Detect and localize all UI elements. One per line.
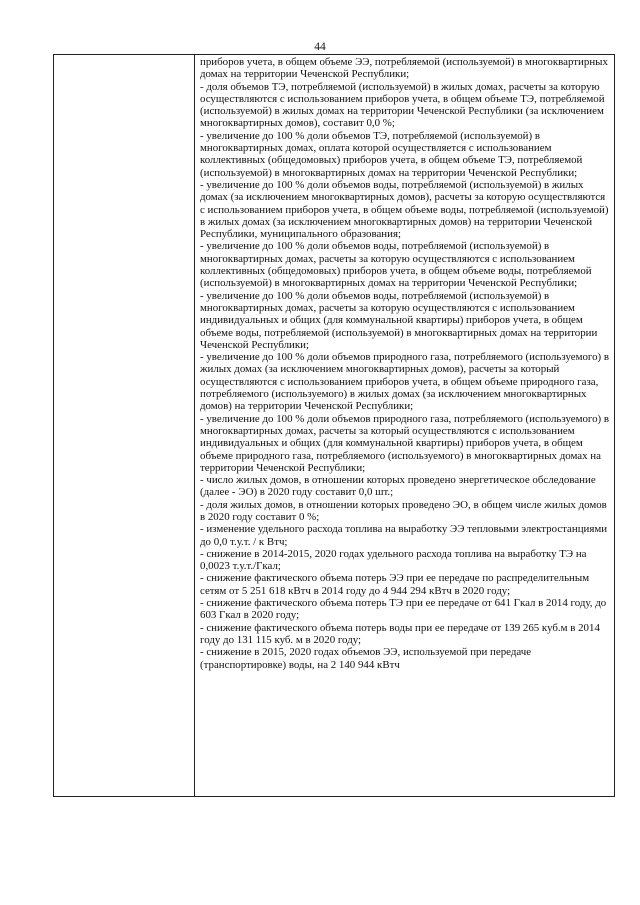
paragraph: - увеличение до 100 % доли объемов природного газа, потребляемого (используемого) в многоквартирных домах, расчеты за который осуществляются с использованием индивидуальных и общих (для коммунальной квартиры) приборов учета, в общем объеме природного газа, потребляемого (используемого) в многоквартирных домах на территории Чеченской Республики; [200,412,610,474]
paragraph: - увеличение до 100 % доли объемов воды, потребляемой (используемой) в жилых домах (за исключением многоквартирных домов), расчеты за которую осуществляются с использованием приборов учета, в общем объеме воды, потребляемой (используемой) в жилых домах (за исключением многоквартирных домов) на территории Чеченской Республики, муниципального образования; [200,178,609,241]
paragraph: - число жилых домов, в отношении которых проведено энергетическое обследование (далее - ЭО) в 2020 году составит 0,0 шт.; [200,474,596,499]
paragraph: - увеличение до 100 % доли объемов природного газа, потребляемого (используемого) в жилых домах (за исключением многоквартирных домов), расчеты за который осуществляются с использованием приборов учета, в общем объеме природного газа, потребляемого (используемого) в жилых домах (за исключением многоквартирных домов) на территории Чеченской Республики; [200,351,610,413]
paragraph: - доля объемов ТЭ, потребляемой (используемой) в жилых домах, расчеты за которую осуществляются с использованием приборов учета, в общем объеме ТЭ, потребляемой (используемой) в жилых домах на территории Чеченской Республики (за исключением многоквартирных домов), составит 0,0 %; [200,80,605,130]
page-number: 44 [314,41,326,53]
document-table [53,54,615,797]
paragraph: - снижение в 2015, 2020 годах объемов ЭЭ, используемой при передаче (транспортировке) воды, на 2 140 944 кВтч [200,646,532,671]
table-right-column [195,55,614,796]
paragraph: - увеличение до 100 % доли объемов воды, потребляемой (используемой) в многоквартирных домах, расчеты за которую осуществляются с использованием индивидуальных и общих (для коммунальной квартиры) приборов учета, в общем объеме воды, потребляемой (используемой) в многоквартирных домах на территории Чеченской Республики; [200,289,598,351]
paragraph: - снижение в 2014-2015, 2020 годах удельного расхода топлива на выработку ТЭ на 0,0023 т.у.т./Гкал; [200,547,587,573]
paragraph: - увеличение до 100 % доли объемов воды, потребляемой (используемой) в многоквартирных домах, расчеты за которую осуществляются с использованием коллективных (общедомовых) приборов учета, в общем объеме воды, потребляемой (используемой) в многоквартирных домах на территории Чеченской Республики; [200,240,592,290]
paragraph: - изменение удельного расхода топлива на выработку ЭЭ тепловыми электростанциями до 0,0 т.у.т. / к Втч; [200,523,608,548]
table-left-column [54,55,195,796]
paragraph: - увеличение до 100 % доли объемов ТЭ, потребляемой (используемой) в многоквартирных домах, оплата которой осуществляется с использованием коллективных (общедомовых) приборов учета, в общем объеме ТЭ, потребляемой (используемой) в многоквартирных домах на территории Чеченской Республики; [200,129,583,179]
paragraph: - доля жилых домов, в отношении которых проведено ЭО, в общем числе жилых домов в 2020 году составит 0 %; [200,498,607,523]
paragraph: - снижение фактического объема потерь ТЭ при ее передаче от 641 Гкал в 2014 году, до 603 Гкал в 2020 году; [200,597,607,622]
paragraph: - снижение фактического объема потерь воды при ее передаче от 139 265 куб.м в 2014 году до 131 115 куб. м в 2020 году; [200,621,600,646]
paragraph: - снижение фактического объема потерь ЭЭ при ее передаче по распределительным сетям от 5 251 618 кВтч в 2014 году до 4 944 294 кВтч в 2020 году; [200,572,590,597]
paragraph: приборов учета, в общем объеме ЭЭ, потребляемой (используемой) в многоквартирных домах на территории Чеченской Республики; [200,56,608,81]
